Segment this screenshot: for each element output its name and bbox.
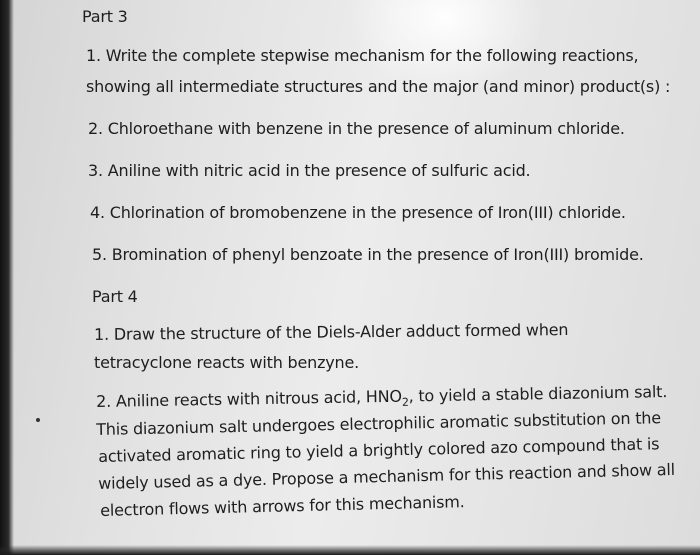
part3-question4: 4. Chlorination of bromobenzene in the presence of Iron(III) chloride. [90, 203, 626, 222]
stray-mark [36, 418, 40, 422]
part4-question2-line1-text: 2. Aniline reacts with nitrous acid, HNO [96, 386, 402, 411]
part4-question2-line4: widely used as a dye. Propose a mechanism for this reaction and show all [98, 459, 676, 493]
part3-question3: 3. Aniline with nitric acid in the presence of sulfuric acid. [88, 161, 531, 180]
part3-heading: Part 3 [82, 7, 128, 26]
part4-question1-line2: tetracyclone reacts with benzyne. [94, 353, 360, 372]
part4-question2-subscript: 2 [401, 395, 409, 409]
part4-question2-line5: electron flows with arrows for this mechanism. [100, 492, 465, 520]
part4-question2-line1-rest: , to yield a stable diazonium salt. [408, 382, 668, 406]
part4-question2-line3: activated aromatic ring to yield a brightly colored azo compound that is [98, 434, 660, 466]
part4-question2-line2: This diazonium salt undergoes electrophilic aromatic substitution on the [96, 408, 662, 439]
part3-question2: 2. Chloroethane with benzene in the presence of aluminum chloride. [88, 119, 625, 138]
part3-question1-line2: showing all intermediate structures and the major (and minor) product(s) : [86, 77, 671, 96]
part4-heading: Part 4 [92, 287, 138, 306]
part3-question1-line1: 1. Write the complete stepwise mechanism for the following reactions, [86, 46, 639, 65]
part4-question1-line1: 1. Draw the structure of the Diels-Alder adduct formed when [94, 320, 569, 344]
photo-bottom-shadow [0, 545, 700, 555]
photo-left-shadow [0, 0, 14, 555]
part3-question5: 5. Bromination of phenyl benzoate in the presence of Iron(III) bromide. [92, 245, 644, 264]
